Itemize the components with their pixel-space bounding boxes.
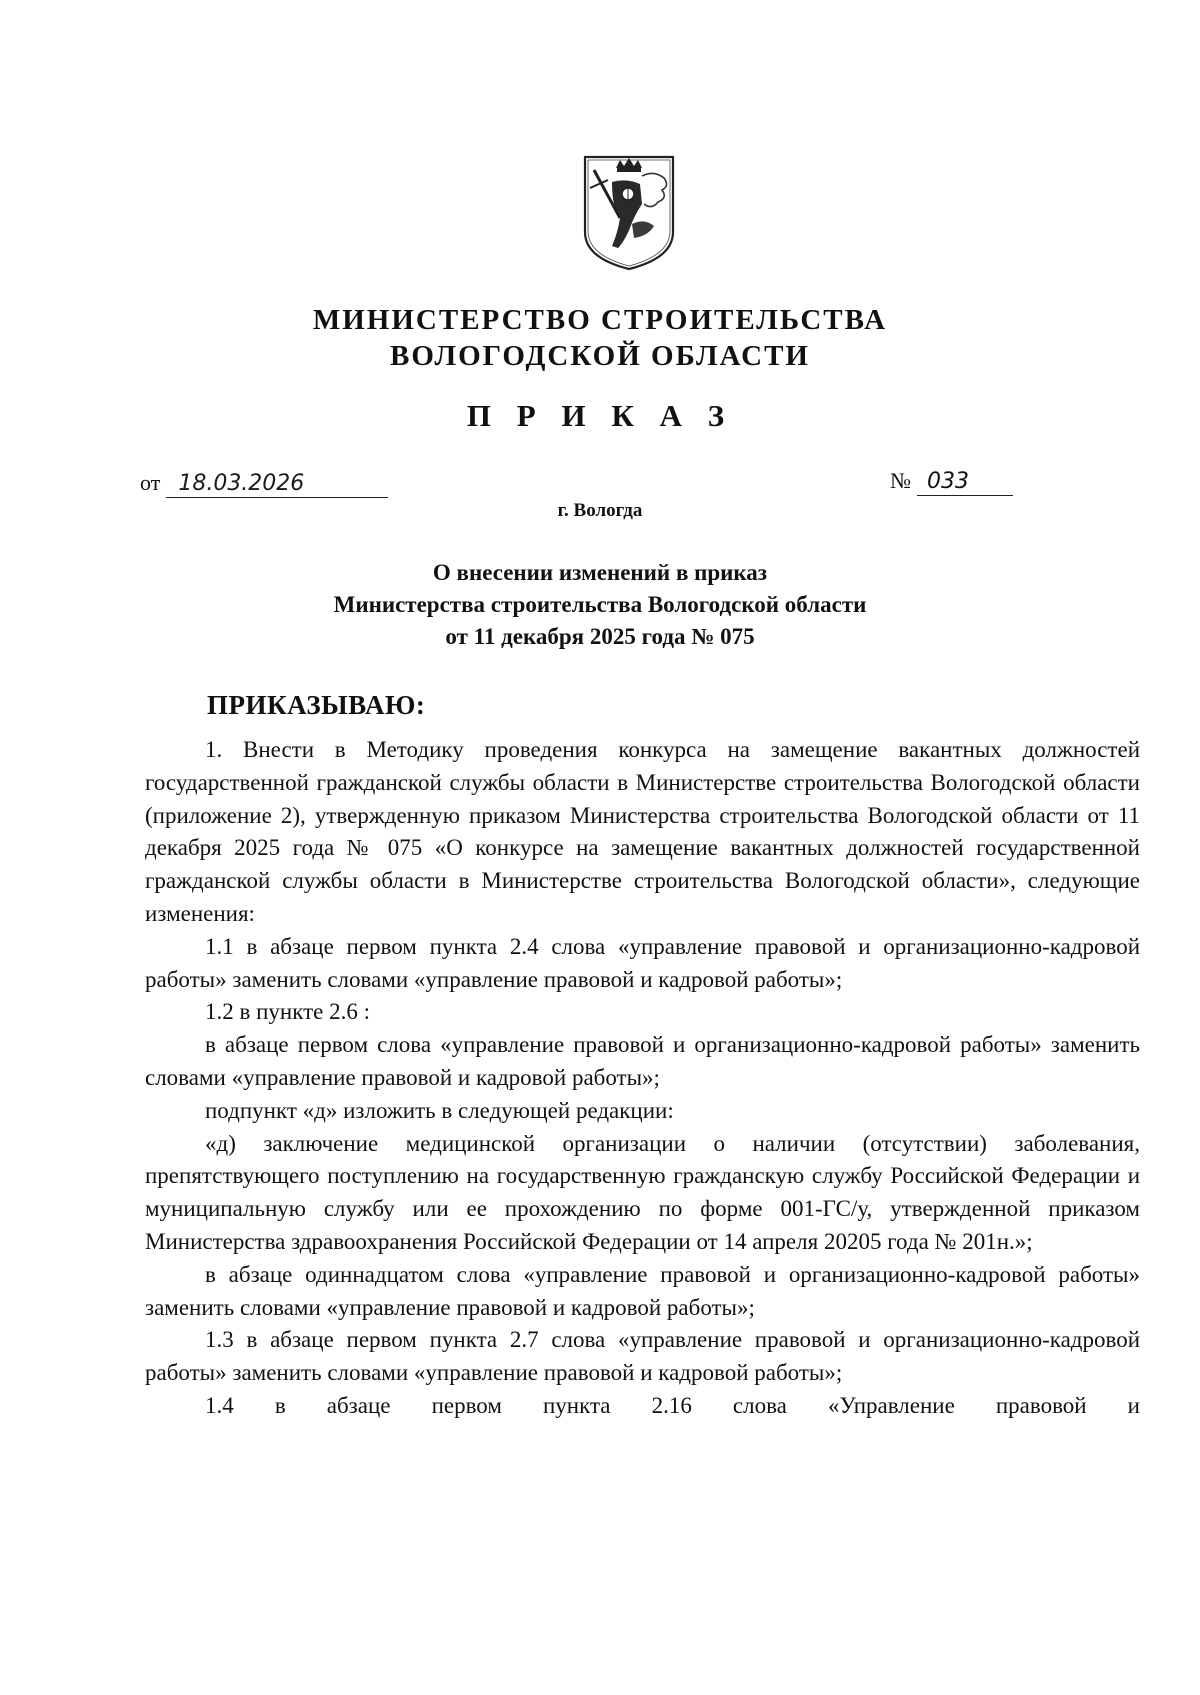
subject-line-3: от 11 декабря 2025 года № 075 bbox=[445, 624, 755, 649]
order-title: П Р И К А З bbox=[466, 398, 734, 433]
paragraph: подпункт «д» изложить в следующей редакции: bbox=[205, 1097, 674, 1123]
paragraph: 1.2 в пункте 2.6 : bbox=[205, 999, 370, 1025]
date-label: от bbox=[140, 470, 161, 495]
date-value-handwritten: 18.03.2026 bbox=[166, 471, 388, 498]
paragraph: «д) заключение медицинской организации о наличии (отсутствии) заболевания, препятствующего поступлению на государственную гражданскую службу Российской Федерации и муниципальную службу или ее прохождению по форме 001-ГС/у, утвержденной приказом Министерства здравоохранения Российской Федерации от 14 апреля 20205 года № 201н.»; bbox=[145, 1130, 1140, 1254]
subject-line-2: Министерства строительства Вологодской области bbox=[333, 592, 867, 617]
paragraph: 1. Внести в Методику проведения конкурса на замещение вакантных должностей государственной гражданской службы области в Министерстве строительства Вологодской области (приложение 2), утвержденную приказом Министерства строительства Вологодской области от 11 декабря 2025 года № 075 «О конкурсе на замещение вакантных должностей государственной гражданской службы области в Министерстве строительства Вологодской области», следующие изменения: bbox=[145, 737, 1140, 926]
ministry-name-line-1: МИНИСТЕРСТВО СТРОИТЕЛЬСТВА bbox=[312, 304, 888, 336]
order-body bbox=[145, 734, 1140, 1423]
number-label: № bbox=[890, 468, 911, 493]
paragraph: в абзаце первом слова «управление правовой и организационно-кадровой работы» заменить словами «управление правовой и кадровой работы»; bbox=[145, 1032, 1140, 1090]
number-value-handwritten: 033 bbox=[917, 469, 1013, 496]
subject-line-1: О внесении изменений в приказ bbox=[432, 560, 768, 585]
order-date bbox=[140, 470, 388, 498]
ministry-name-line-2: ВОЛОГОДСКОЙ ОБЛАСТИ bbox=[390, 340, 810, 372]
paragraph: 1.1 в абзаце первом пункта 2.4 слова «управление правовой и организационно-кадровой работы» заменить словами «управление правовой и кадровой работы»; bbox=[145, 933, 1140, 992]
order-number bbox=[890, 468, 1013, 496]
paragraph: 1.3 в абзаце первом пункта 2.7 слова «управление правовой и организационно-кадровой работы» заменить словами «управление правовой и кадровой работы»; bbox=[145, 1327, 1140, 1386]
order-command: ПРИКАЗЫВАЮ: bbox=[207, 690, 426, 720]
city-name: г. Вологда bbox=[557, 500, 643, 521]
paragraph: в абзаце одиннадцатом слова «управление правовой и организационно-кадровой работы» заменить словами «управление правовой и кадровой работы»; bbox=[145, 1261, 1140, 1320]
paragraph: 1.4 в абзаце первом пункта 2.16 слова «Управление правовой и bbox=[205, 1392, 1140, 1418]
coat-of-arms-emblem bbox=[582, 154, 676, 272]
